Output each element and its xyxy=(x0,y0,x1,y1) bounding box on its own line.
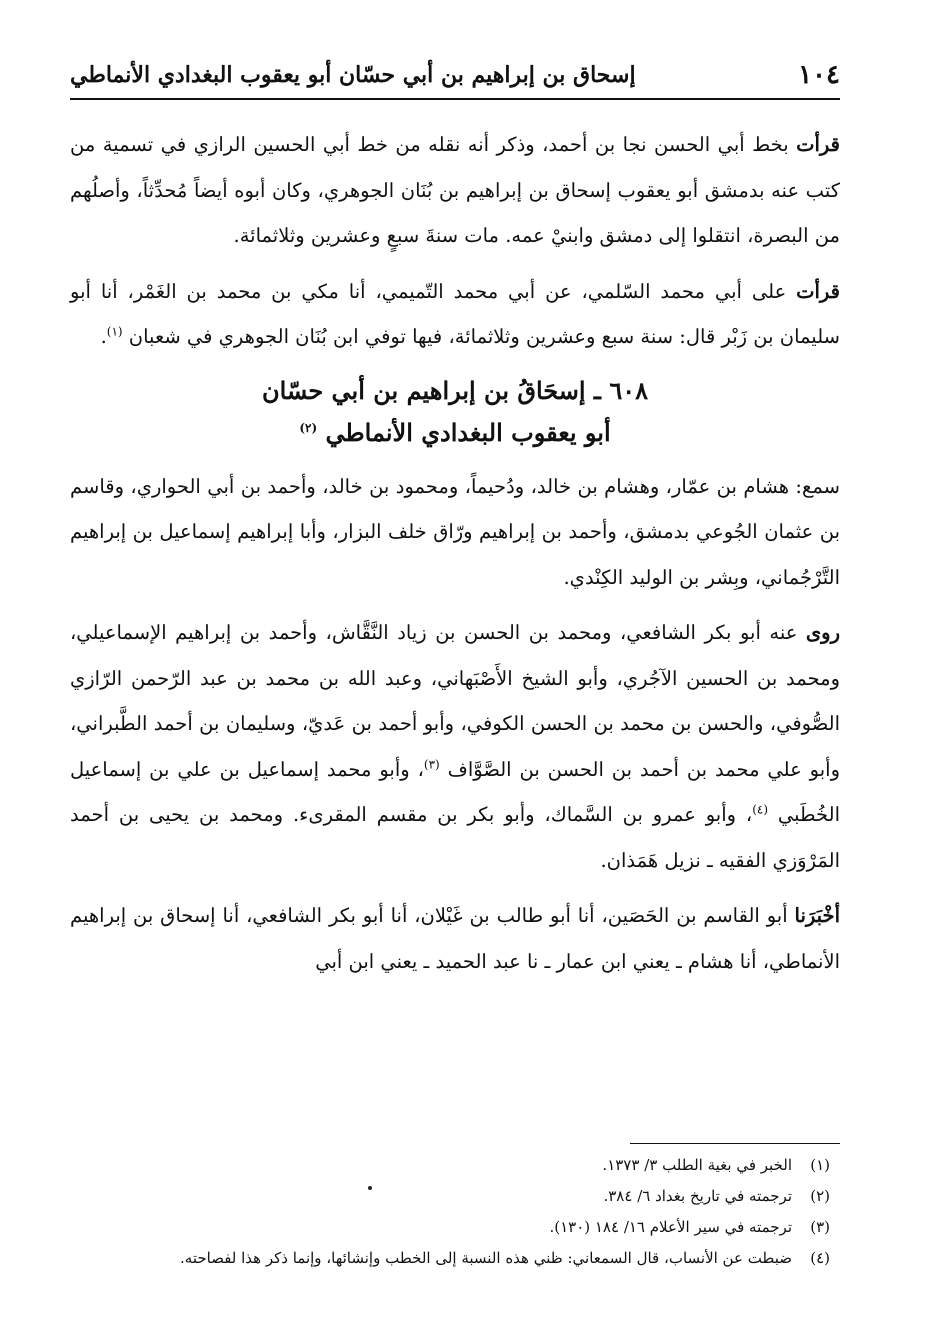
paragraph-lead-word: قرأت xyxy=(796,133,840,156)
book-page xyxy=(70,52,840,1302)
paragraph-text: سمع: هشام بن عمّار، وهشام بن خالد، ودُحيماً، ومحمود بن خالد، وأحمد بن أبي الحواري، وقاسم بن عثمان الجُوعي بدمشق، وأحمد بن إبراهيم ورّاق خلف البزار، وأبا إبراهيم إسماعيل بن إبراهيم التَّرْجُماني، وبِشر بن الوليد الكِنْدي. xyxy=(70,474,840,589)
footnotes xyxy=(70,1150,830,1274)
footnote-text: ترجمته في سير الأعلام ١٦/ ١٨٤ (١٣٠). xyxy=(549,1218,792,1236)
paragraph-text: ، وأبو عمرو بن السَّماك، وأبو بكر بن مقسم المقرىء. ومحمد بن يحيى بن أحمد المَرْوَزي الفقيه ـ نزيل هَمَذان. xyxy=(70,803,840,872)
entry-heading xyxy=(70,370,840,454)
footnote-text: ترجمته في تاريخ بغداد ٦/ ٣٨٤. xyxy=(603,1187,792,1205)
paragraph-lead-word: أخْبَرَنا xyxy=(794,904,840,927)
paragraph-heard xyxy=(70,464,840,601)
paragraph-isnad xyxy=(70,893,840,984)
entry-title-line-2 xyxy=(70,412,840,454)
paragraph-tail: . xyxy=(100,325,107,348)
footnote-ref: (٣) xyxy=(423,757,440,771)
footnote-number: (١) xyxy=(810,1156,830,1174)
footnote-number: (٤) xyxy=(810,1249,830,1267)
paragraph-lead-word: روى xyxy=(805,621,840,644)
footnote-2 xyxy=(70,1181,830,1212)
footnote-number: (٣) xyxy=(810,1218,830,1236)
footnote-separator xyxy=(630,1143,840,1144)
paragraph-text: بخط أبي الحسن نجا بن أحمد، وذكر أنه نقله من خط أبي الحسين الرازي في تسمية من كتب عنه بدمشق أبو يعقوب إسحاق بن إبراهيم بن بُنَان الجوهري، وكان أبوه أيضاً مُحدِّثاً، وأصلُهم من البصرة، انتقلوا إلى دمشق وابنيْ عمه. مات سنةَ سبعٍ وعشرين وثلاثمائة. xyxy=(70,133,840,247)
footnote-number: (٢) xyxy=(810,1187,830,1205)
paragraph-narrators xyxy=(70,610,840,883)
paragraph-lead-word: قرأت xyxy=(796,279,840,303)
footnote-ref: (٢) xyxy=(299,420,318,435)
footnote-text: ضبطت عن الأنساب، قال السمعاني: ظني هذه النسبة إلى الخطب وإنشائها، وإنما ذكر هذا لفصاحته. xyxy=(180,1249,792,1267)
entry-title-line-1: ٦٠٨ ـ إسحَاقُ بن إبراهيم بن أبي حسّان xyxy=(262,375,648,405)
footnote-4 xyxy=(70,1243,830,1274)
main-text xyxy=(70,122,840,994)
page-number: ١٠٤ xyxy=(798,60,840,90)
paragraph-text: أبو القاسم بن الحَصَين، أنا أبو طالب بن غَيْلان، أنا أبو بكر الشافعي، أنا إسحاق بن إبراهيم الأنماطي، أنا هشام ـ يعني ابن عمار ـ نا عبد الحميد ـ يعني ابن أبي xyxy=(70,904,840,973)
footnote-text: الخبر في بغية الطلب ٣/ ١٣٧٣. xyxy=(602,1156,792,1174)
footnote-3 xyxy=(70,1212,830,1243)
footnote-ref: (٤) xyxy=(752,802,769,817)
running-title: إسحاق بن إبراهيم بن أبي حسّان أبو يعقوب البغدادي الأنماطي xyxy=(70,62,636,88)
footnote-ref: (١) xyxy=(106,324,123,339)
entry-title-text: أبو يعقوب البغدادي الأنماطي xyxy=(325,417,611,447)
paragraph-2 xyxy=(70,269,840,360)
paragraph-1 xyxy=(70,122,840,259)
running-header xyxy=(70,52,840,100)
paragraph-text: على أبي محمد السّلمي، عن أبي محمد التّميمي، أنا مكي بن محمد بن الغَمْر، أنا أبو سليمان بن زَبْر قال: سنة سبع وعشرين وثلاثمائة، فيها توفي ابن بُنَان الجوهري في شعبان xyxy=(70,279,840,348)
paragraph-text: ، وأبو محمد إسماعيل بن علي بن إسماعيل الخُطَبي xyxy=(70,757,840,826)
footnote-1 xyxy=(70,1150,830,1181)
paragraph-text: عنه أبو بكر الشافعي، ومحمد بن الحسن بن زياد النَّقَّاش، وأحمد بن إبراهيم الإسماعيلي، ومحمد بن الحسين الآجُري، وأبو الشيخ الأَصْبَهاني، وعبد الله بن محمد بن عبد الرّحمن الرّازي الصُّوفي، والحسن بن محمد بن الحسن الكوفي، وأبو أحمد بن عَديّ، وسليمان بن أحمد الطَّبراني، وأبو علي محمد بن أحمد بن الحسن بن الصَّوَّاف xyxy=(70,621,841,781)
